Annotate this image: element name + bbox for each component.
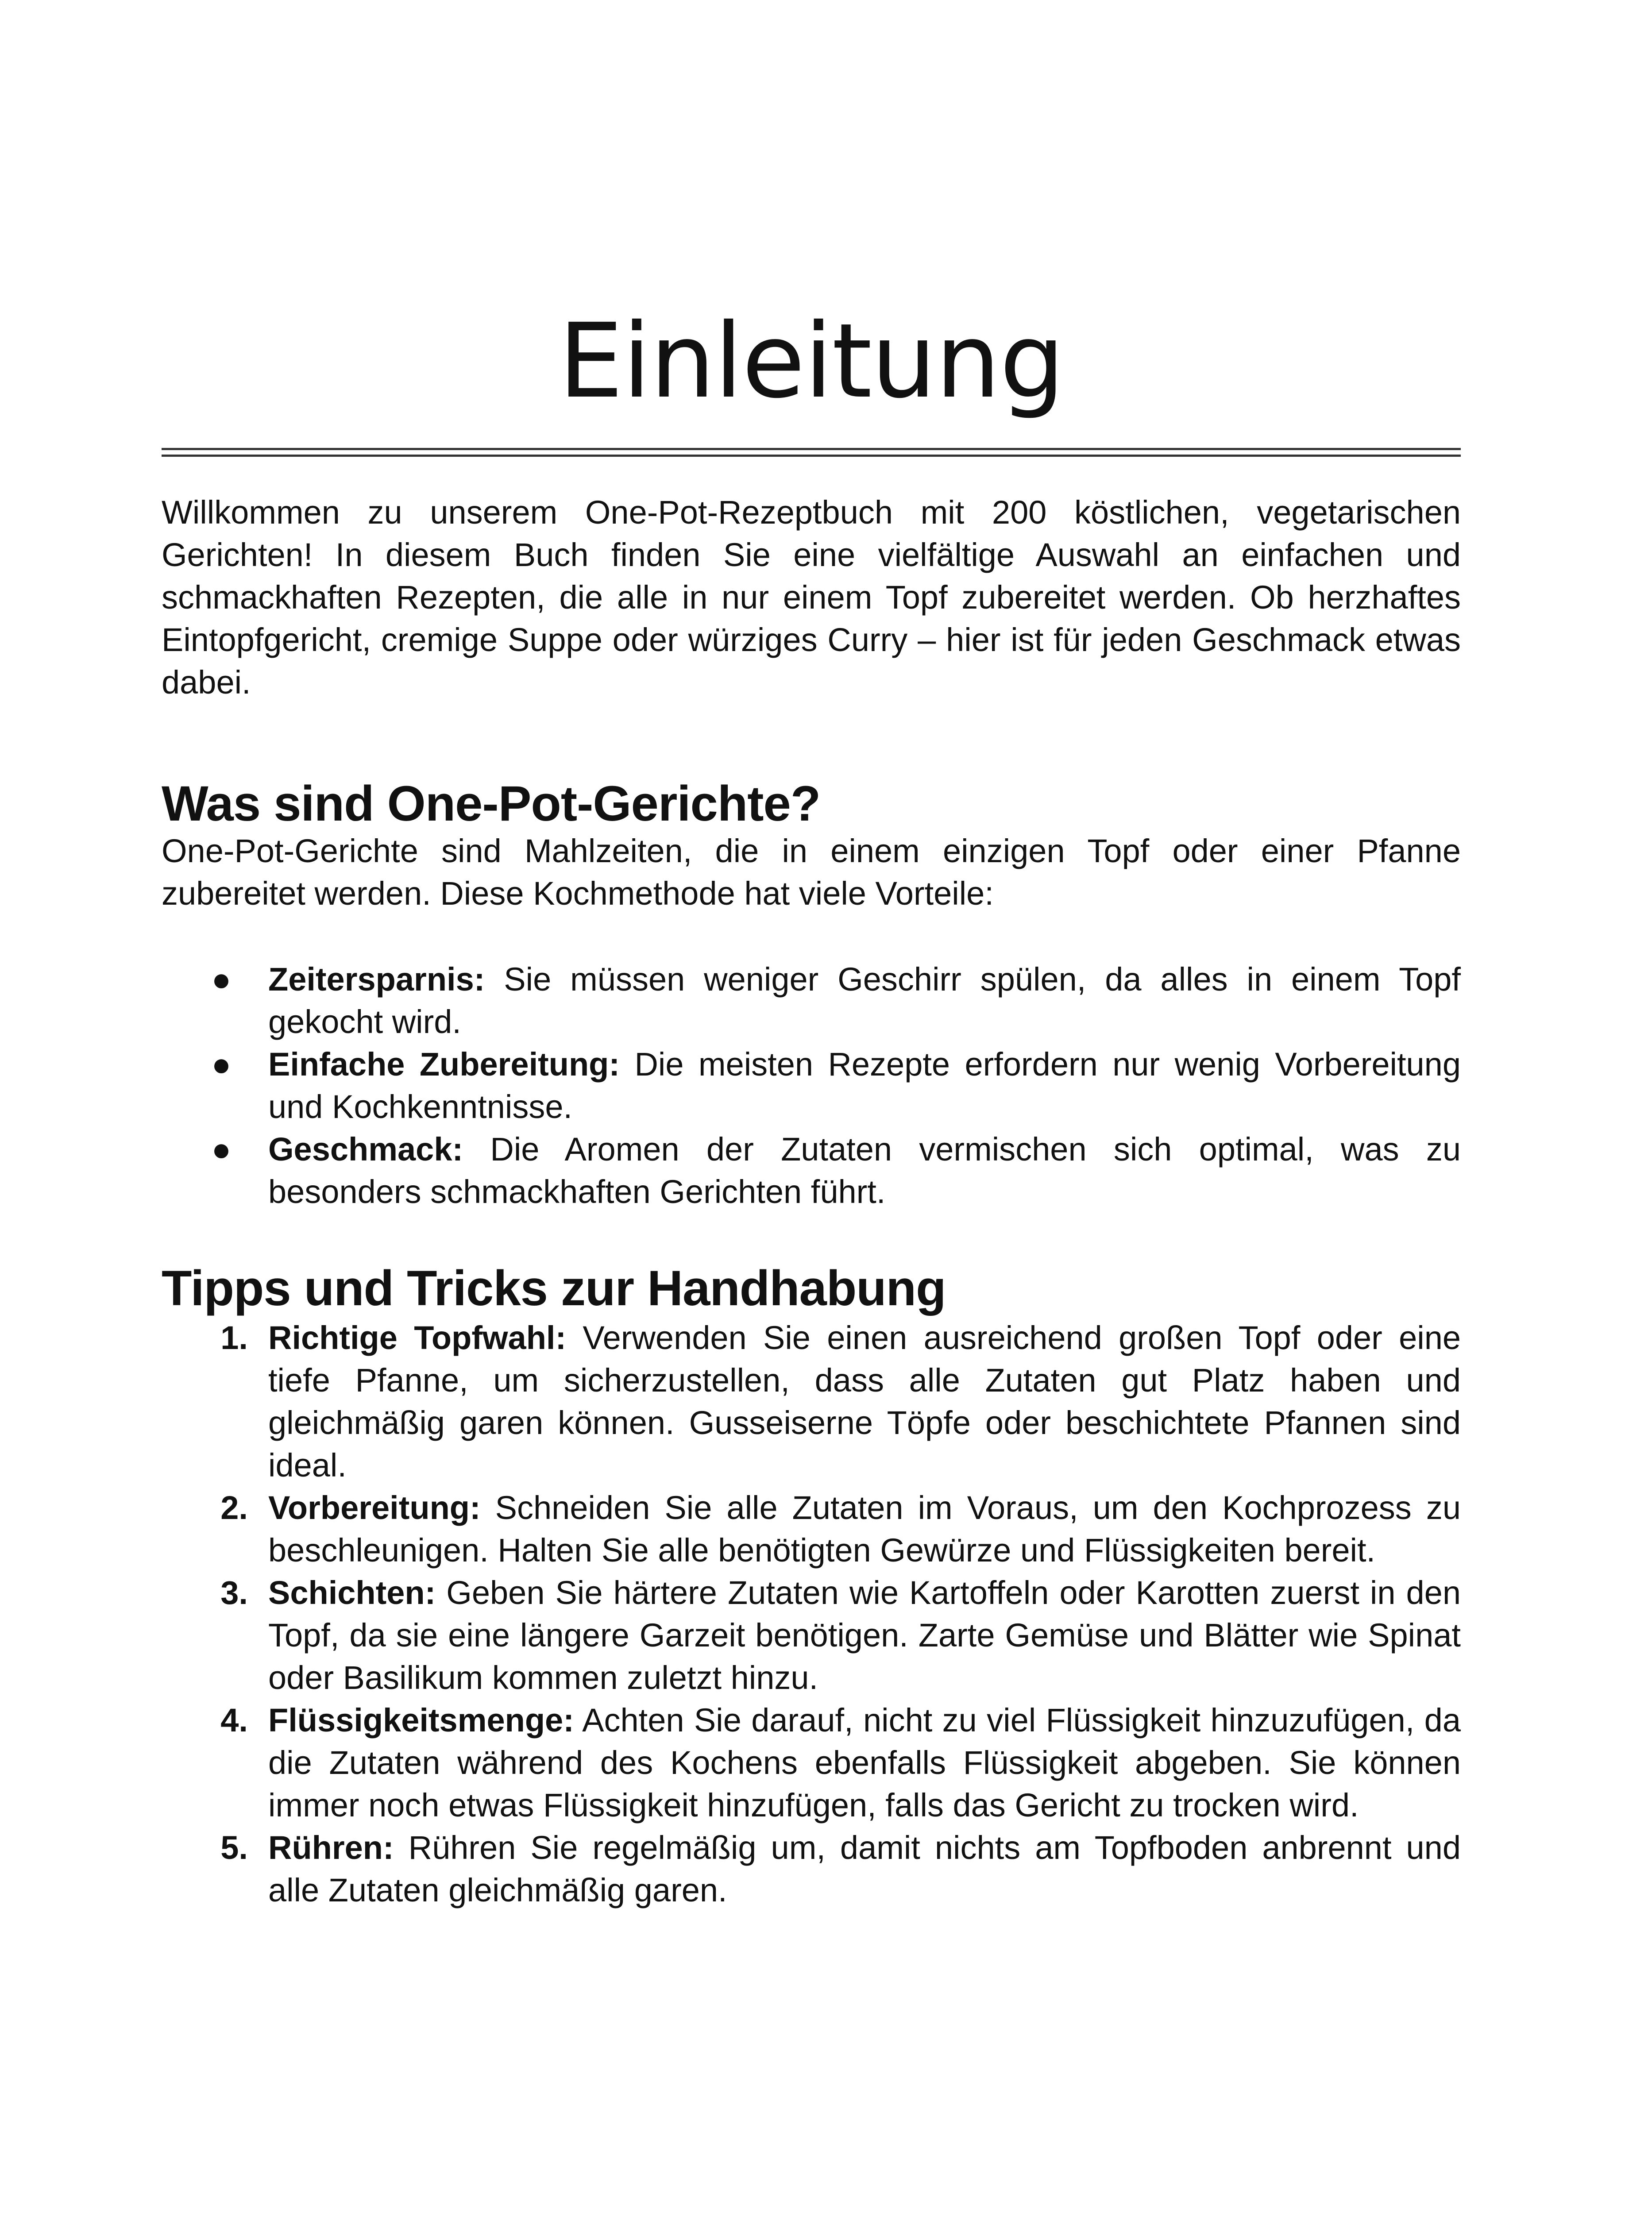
list-item (162, 1699, 1461, 1827)
bullet-icon: ● (211, 1131, 232, 1168)
advantages-list (162, 958, 1461, 1213)
list-item (162, 1128, 1461, 1213)
bullet-text: Sie müssen weniger Geschirr spülen, da alles in einem Topf gekocht wird. (268, 961, 1461, 1040)
step-text: Geben Sie härtere Zutaten wie Kartoffeln oder Karotten zuerst in den Topf, da sie eine längere Garzeit benötigen. Zarte Gemüse und Blätter wie Spinat oder Basilikum kommen zuletzt hinzu. (268, 1574, 1461, 1696)
list-item (162, 958, 1461, 1043)
step-number: 5. (220, 1829, 248, 1866)
list-item (162, 1487, 1461, 1572)
list-item (162, 1827, 1461, 1912)
step-number: 4. (220, 1702, 248, 1739)
list-item (162, 1043, 1461, 1128)
list-item (162, 1572, 1461, 1699)
bullet-icon: ● (211, 1046, 232, 1083)
step-text: Verwenden Sie einen ausreichend großen Topf oder eine tiefe Pfanne, um sicherzustellen, dass alle Zutaten gut Platz haben und gleichmäßig garen können. Gusseiserne Töpfe oder beschichtete Pfannen sind ideal. (268, 1319, 1461, 1484)
step-term: Flüssigkeitsmenge: (268, 1702, 574, 1739)
section-heading-tips: Tipps und Tricks zur Handhabung (162, 1261, 946, 1316)
title-rule-bottom (162, 455, 1461, 457)
section-heading-one-pot: Was sind One-Pot-Gerichte? (162, 776, 821, 831)
tips-list (162, 1317, 1461, 1912)
bullet-text: Die Aromen der Zutaten vermischen sich optimal, was zu besonders schmackhaften Gerichten führt. (268, 1131, 1461, 1210)
step-term: Richtige Topfwahl: (268, 1319, 567, 1356)
bullet-term: Zeitersparnis: (268, 961, 485, 998)
list-item (162, 1317, 1461, 1487)
step-number: 2. (220, 1489, 248, 1526)
step-term: Schichten: (268, 1574, 436, 1611)
section-one-pot-text: One-Pot-Gerichte sind Mahlzeiten, die in einem einzigen Topf oder einer Pfanne zubereitet werden. Diese Kochmethode hat viele Vorteile: (162, 833, 1461, 912)
step-term: Vorbereitung: (268, 1489, 481, 1526)
step-text: Achten Sie darauf, nicht zu viel Flüssigkeit hinzuzufügen, da die Zutaten während des Kochens ebenfalls Flüssigkeit abgeben. Sie können immer noch etwas Flüssigkeit hinzufügen, falls das Gericht zu trocken wird. (268, 1702, 1461, 1824)
bullet-text: Die meisten Rezepte erfordern nur wenig Vorbereitung und Kochkenntnisse. (268, 1046, 1461, 1125)
step-text: Schneiden Sie alle Zutaten im Voraus, um den Kochprozess zu beschleunigen. Halten Sie alle benötigten Gewürze und Flüssigkeiten bereit. (268, 1489, 1461, 1569)
step-term: Rühren: (268, 1829, 394, 1866)
title-rule-top (162, 448, 1461, 450)
bullet-term: Einfache Zubereitung: (268, 1046, 620, 1083)
step-number: 3. (220, 1574, 248, 1611)
page-title: Einleitung (558, 301, 1064, 421)
bullet-term: Geschmack: (268, 1131, 463, 1168)
bullet-icon: ● (211, 961, 232, 998)
step-number: 1. (220, 1319, 248, 1356)
step-text: Rühren Sie regelmäßig um, damit nichts am Topfboden anbrennt und alle Zutaten gleichmäßig garen. (268, 1829, 1461, 1908)
intro-paragraph: Willkommen zu unserem One-Pot-Rezeptbuch mit 200 köstlichen, vegetarischen Gerichten! In diesem Buch finden Sie eine vielfältige Auswahl an einfachen und schmackhaften Rezepten, die alle in nur einem Topf zubereitet werden. Ob herzhaftes Eintopfgericht, cremige Suppe oder würziges Curry – hier ist für jeden Geschmack etwas dabei. (162, 494, 1461, 701)
